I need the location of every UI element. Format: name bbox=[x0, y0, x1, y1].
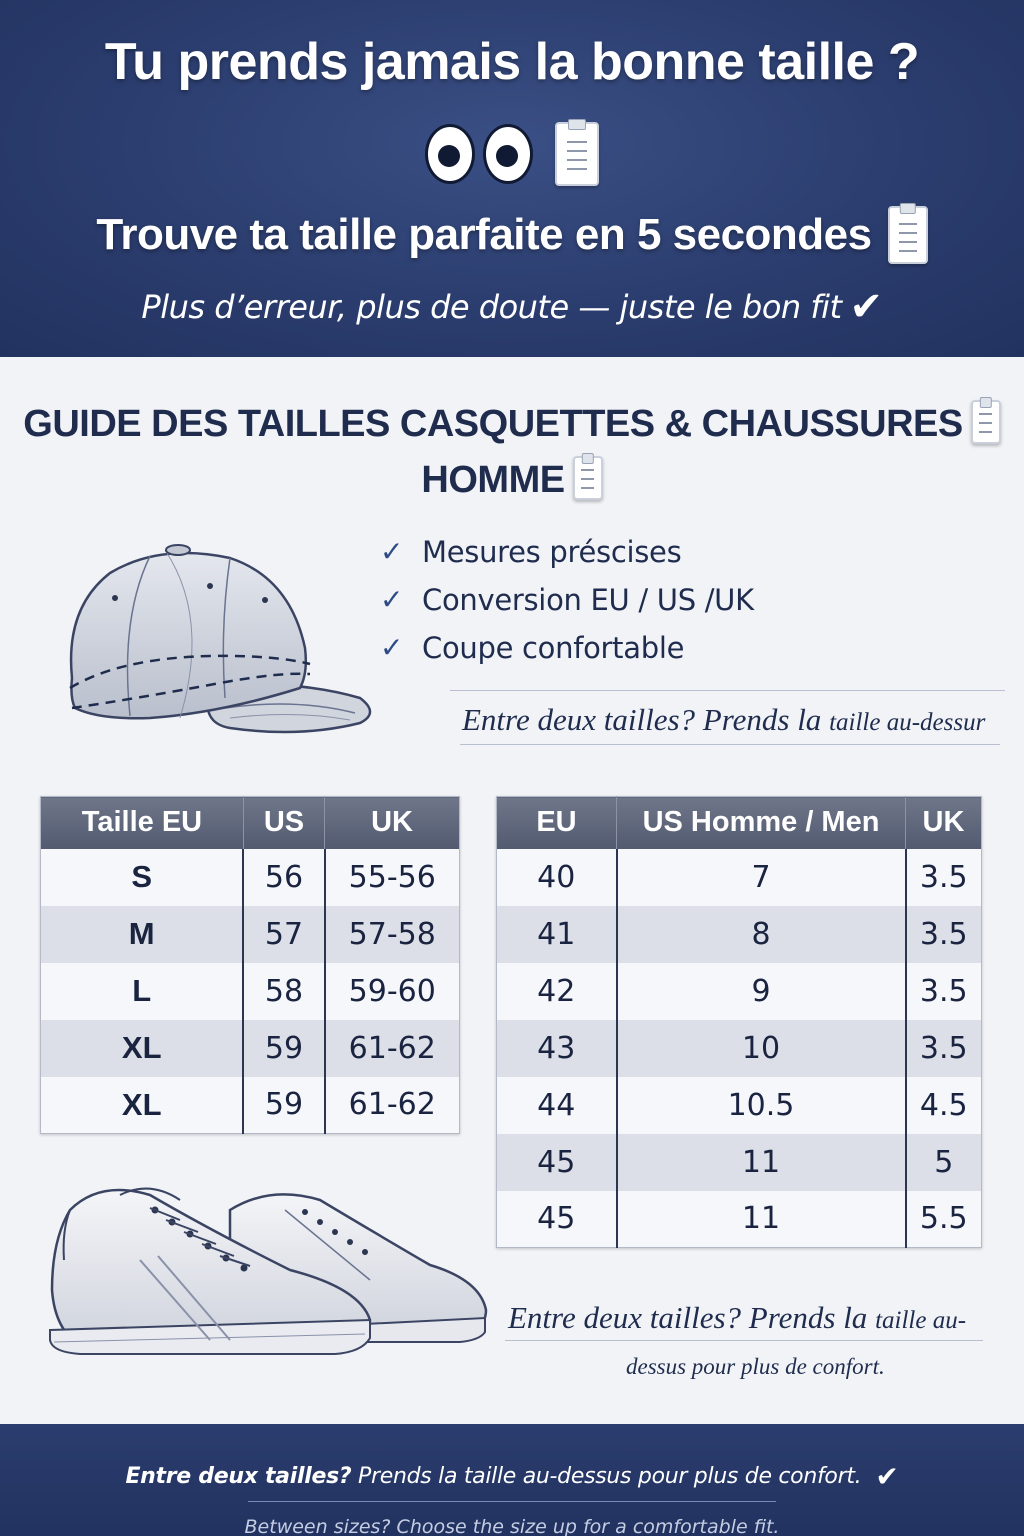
table-cell: 57 bbox=[243, 906, 324, 963]
table-row bbox=[41, 1077, 460, 1134]
subtitle-row bbox=[0, 206, 1024, 264]
clipboard-icon bbox=[573, 456, 603, 500]
footer-english: Between sizes? Choose the size up for a comfortable fit. bbox=[244, 1516, 780, 1536]
divider bbox=[450, 690, 1005, 691]
table-cell: 61-62 bbox=[325, 1077, 460, 1134]
table-cell: 59 bbox=[243, 1020, 324, 1077]
header-banner bbox=[0, 0, 1024, 357]
column-header: UK bbox=[325, 797, 460, 849]
divider bbox=[248, 1501, 776, 1502]
guide-title-line2: HOMME bbox=[421, 459, 565, 501]
feature-item: ✓ Conversion EU / US /UK bbox=[380, 576, 754, 624]
tagline: Plus d’erreur, plus de doute — juste le bon fit bbox=[141, 288, 842, 326]
table-cell: 58 bbox=[243, 963, 324, 1020]
table-cell: 41 bbox=[497, 906, 617, 963]
table-cell: XL bbox=[41, 1020, 244, 1077]
feature-list bbox=[380, 528, 754, 672]
footer-banner bbox=[0, 1424, 1024, 1536]
table-row bbox=[497, 963, 982, 1020]
table-cell: 59 bbox=[243, 1077, 324, 1134]
table-row bbox=[497, 1134, 982, 1191]
clipboard-icon bbox=[971, 400, 1001, 444]
check-icon: ✓ bbox=[380, 583, 404, 616]
table-cell: 59-60 bbox=[325, 963, 460, 1020]
table-cell: 8 bbox=[617, 906, 906, 963]
table-row bbox=[41, 906, 460, 963]
sneaker-illustration bbox=[40, 1170, 492, 1370]
table-row bbox=[41, 849, 460, 906]
table-cell: 7 bbox=[617, 849, 906, 906]
table-cell: 10 bbox=[617, 1020, 906, 1077]
table-cell: S bbox=[131, 859, 153, 894]
clipboard-icon bbox=[555, 122, 599, 186]
check-icon: ✔ bbox=[875, 1460, 899, 1493]
table-row bbox=[41, 963, 460, 1020]
table-cell: 5.5 bbox=[906, 1191, 982, 1248]
subtitle: Trouve ta taille parfaite en 5 secondes bbox=[96, 210, 872, 259]
footer-advice-bold: Entre deux tailles? bbox=[125, 1464, 352, 1489]
table-row bbox=[41, 1020, 460, 1077]
table-cell: 10.5 bbox=[617, 1077, 906, 1134]
table-row bbox=[497, 906, 982, 963]
check-icon: ✓ bbox=[380, 631, 404, 664]
divider bbox=[460, 744, 1000, 745]
cap-size-table bbox=[40, 796, 460, 1134]
check-icon: ✔ bbox=[849, 284, 883, 330]
table-cell: 45 bbox=[497, 1134, 617, 1191]
tagline-row bbox=[0, 284, 1024, 330]
cap-size-note: Entre deux tailles? Prends la taille au-dessur bbox=[462, 702, 986, 737]
column-header: US Homme / Men bbox=[617, 797, 906, 849]
table-cell: 57-58 bbox=[325, 906, 460, 963]
clipboard-icon bbox=[888, 206, 928, 264]
eyes-icon-left bbox=[425, 124, 475, 184]
table-cell: M bbox=[41, 906, 244, 963]
shoe-size-table bbox=[496, 796, 982, 1248]
footer-advice bbox=[0, 1460, 1024, 1493]
table-cell: 42 bbox=[537, 973, 576, 1009]
table-header-row bbox=[41, 797, 460, 849]
table-row bbox=[497, 849, 982, 906]
shoe-size-note-line2: dessus pour plus de confort. bbox=[626, 1354, 885, 1379]
table-cell: 3.5 bbox=[906, 849, 982, 906]
column-header: Taille EU bbox=[41, 797, 244, 849]
table-cell: 44 bbox=[537, 1087, 576, 1123]
cap-illustration bbox=[60, 538, 380, 748]
table-cell: 55-56 bbox=[325, 849, 460, 906]
table-cell: 45 bbox=[537, 1201, 576, 1237]
footer-advice-text: Prends la taille au-dessus pour plus de confort. bbox=[358, 1464, 862, 1489]
check-icon: ✓ bbox=[380, 535, 404, 568]
guide-title-line1: GUIDE DES TAILLES CASQUETTES & CHAUSSURES bbox=[23, 403, 963, 445]
table-row bbox=[497, 1191, 982, 1248]
column-header: US bbox=[243, 797, 324, 849]
table-cell: 4.5 bbox=[906, 1077, 982, 1134]
page-title: Tu prends jamais la bonne taille ? bbox=[104, 33, 920, 91]
table-cell: 11 bbox=[617, 1191, 906, 1248]
divider bbox=[505, 1340, 983, 1341]
table-cell: 56 bbox=[243, 849, 324, 906]
table-cell: 5 bbox=[906, 1134, 982, 1191]
table-cell: 3.5 bbox=[906, 906, 982, 963]
guide-title bbox=[0, 396, 1024, 508]
table-cell: 40 bbox=[537, 859, 576, 895]
table-cell: 9 bbox=[617, 963, 906, 1020]
table-cell: XL bbox=[121, 1086, 162, 1122]
table-cell: 43 bbox=[497, 1020, 617, 1077]
emoji-row bbox=[0, 122, 1024, 186]
column-header: UK bbox=[906, 797, 982, 849]
column-header: EU bbox=[497, 797, 617, 849]
shoe-size-note: Entre deux tailles? Prends la taille au- bbox=[508, 1300, 967, 1335]
table-row bbox=[497, 1020, 982, 1077]
feature-item: ✓ Mesures préscises bbox=[380, 528, 754, 576]
eyes-icon-right bbox=[483, 124, 533, 184]
table-cell: 3.5 bbox=[906, 963, 982, 1020]
table-header-row bbox=[497, 797, 982, 849]
table-cell: 11 bbox=[617, 1134, 906, 1191]
table-cell: 61-62 bbox=[325, 1020, 460, 1077]
table-cell: L bbox=[132, 973, 152, 1008]
feature-item: ✓ Coupe confortable bbox=[380, 624, 754, 672]
table-cell: 3.5 bbox=[906, 1020, 982, 1077]
table-row bbox=[497, 1077, 982, 1134]
